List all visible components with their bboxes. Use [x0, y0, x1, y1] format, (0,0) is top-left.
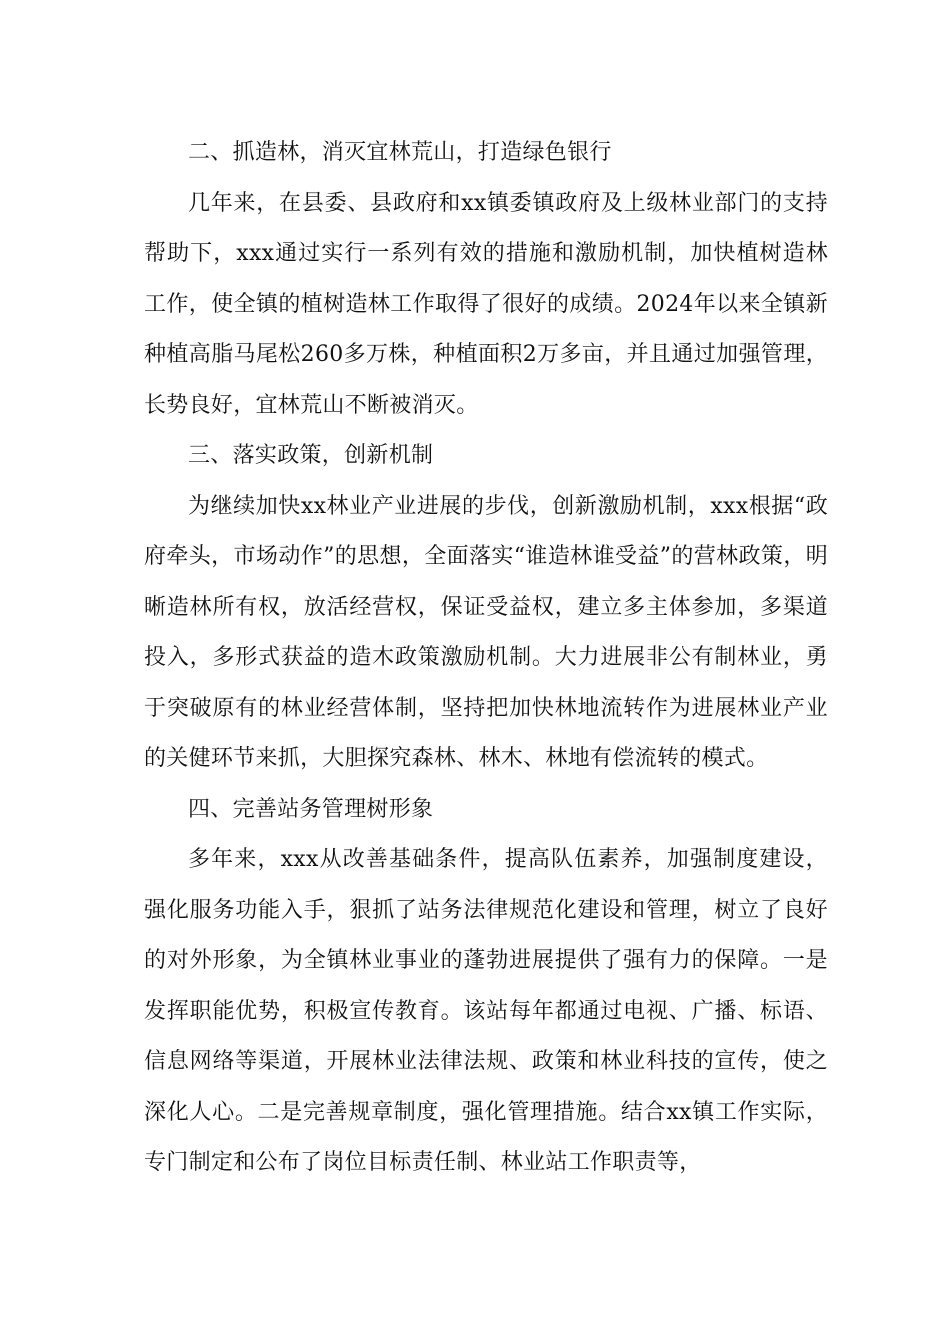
paragraph-policy-mechanism: 为继续加快xx林业产业进展的步伐，创新激励机制，xxx根据“政府牵头，市场动作”的思想，全面落实“谁造林谁受益”的营林政策，明晰造林所有权，放活经营权，保证受益权，建立多主体参加，多渠道投入，多形式获益的造木政策激励机制。大力进展非公有制林业，勇于突破原有的林业经营体制，坚持把加快林地流转作为进展林业产业的关健环节来抓，大胆探究森林、林木、林地有偿流转的模式。 [144, 493, 828, 771]
section-heading-station-management: 四、完善站务管理树形象 [188, 796, 434, 822]
document-body [144, 128, 828, 1189]
section-heading-afforestation: 二、抓造林，消灭宜林荒山，打造绿色银行 [188, 140, 612, 165]
paragraph-afforestation-results: 几年来，在县委、县政府和xx镇委镇政府及上级林业部门的支持帮助下，xxx通过实行一系列有效的措施和激励机制，加快植树造林工作，使全镇的植树造林工作取得了很好的成绩。2024年以来全镇新种植高脂马尾松260多万株，种植面积2万多亩，并且通过加强管理，长势良好，宜林荒山不断被消灭。 [144, 190, 828, 418]
paragraph-station-management: 多年来，xxx从改善基础条件，提高队伍素养，加强制度建设，强化服务功能入手，狠抓了站务法律规范化建设和管理，树立了良好的对外形象，为全镇林业事业的蓬勃进展提供了强有力的保障。一是发挥职能优势，积极宣传教育。该站每年都通过电视、广播、标语、信息网络等渠道，开展林业法律法规、政策和林业科技的宣传，使之深化人心。二是完善规章制度，强化管理措施。结合xx镇工作实际，专门制定和公布了岗位目标责任制、林业站工作职责等， [144, 847, 828, 1175]
section-heading-policy: 三、落实政策，创新机制 [188, 443, 434, 468]
